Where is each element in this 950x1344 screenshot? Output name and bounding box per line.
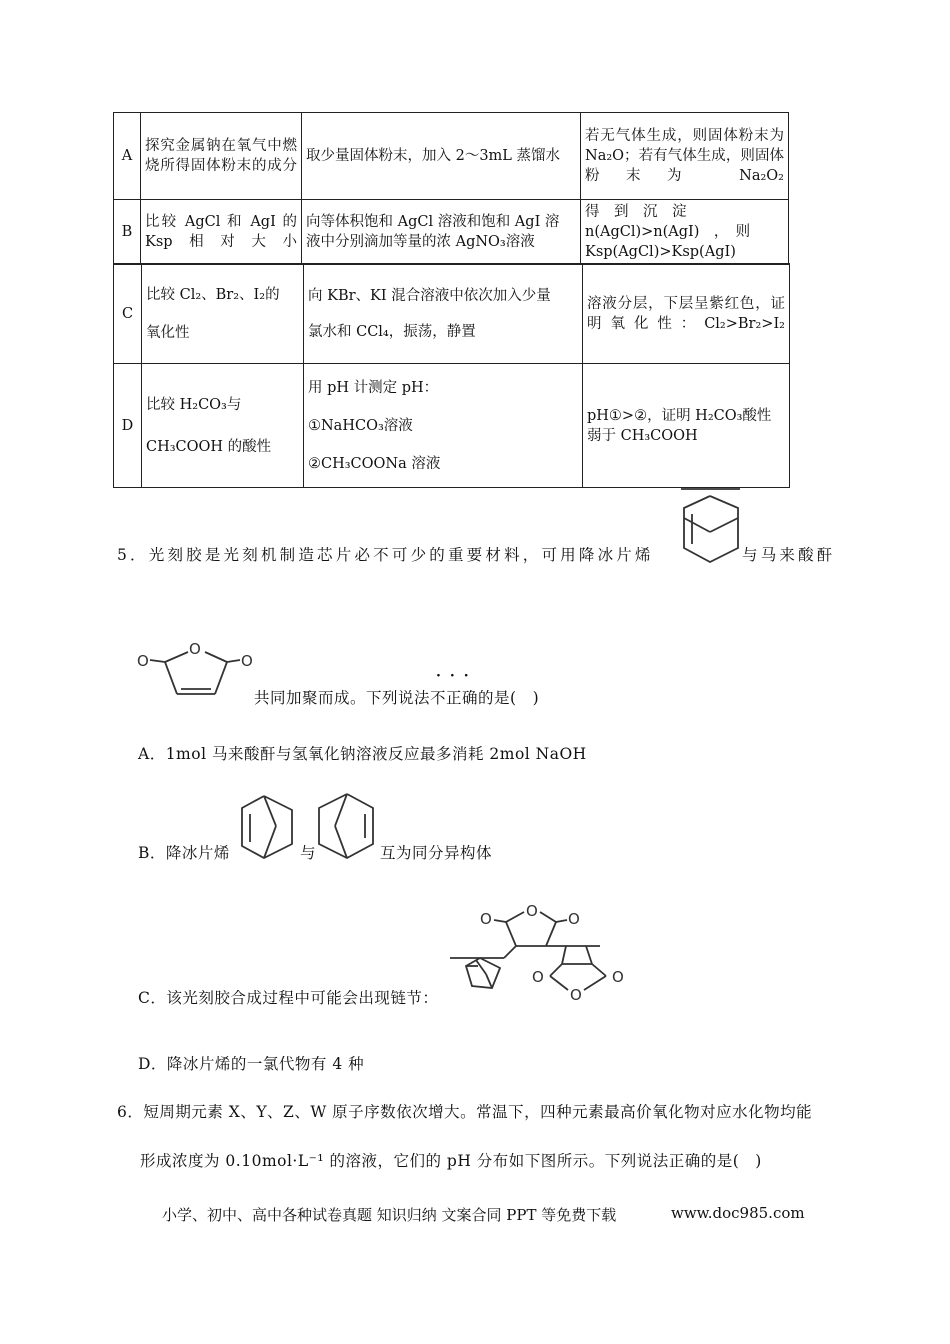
operation-cell <box>304 364 583 488</box>
purpose-line: 氧化性 <box>146 324 190 341</box>
q5-option-c: C．该光刻胶合成过程中可能会出现链节： <box>138 989 439 1007</box>
operation-line: 氯水和 CCl₄，振荡，静置 <box>308 323 476 340</box>
table-row-d <box>114 364 790 488</box>
purpose-cell <box>142 364 304 488</box>
atom-label: O <box>532 968 544 986</box>
atom-label: O <box>189 640 201 658</box>
row-label: A <box>114 113 141 200</box>
norbornene-structure <box>676 486 744 570</box>
atom-label: O <box>241 652 253 670</box>
atom-label: O <box>480 910 492 928</box>
atom-label: O <box>612 968 624 986</box>
q5-tail-b: 不正确 <box>430 689 479 707</box>
conclusion-line: n(AgCl)>n(AgI) ， 则 <box>585 224 751 240</box>
purpose-cell: 探究金属钠在氧气中燃烧所得固体粉末的成分 <box>141 113 302 200</box>
operation-line: ①NaHCO₃溶液 <box>308 417 413 434</box>
q5-option-b-label: B．降冰片烯 <box>138 844 230 862</box>
atom-label: O <box>568 910 580 928</box>
experiment-table-bottom <box>113 263 790 488</box>
q5-tail-c: 的是( ) <box>478 689 540 707</box>
operation-cell: 取少量固体粉末，加入 2～3mL 蒸馏水 <box>302 113 581 200</box>
q5-tail <box>254 668 540 708</box>
conclusion-cell: 溶液分层，下层呈紫红色，证明氧化性：Cl₂>Br₂>I₂ <box>583 264 790 364</box>
conclusion-cell <box>581 200 789 265</box>
table-row-c <box>114 264 790 364</box>
operation-line: 用 pH 计测定 pH： <box>308 379 439 396</box>
q5-tail-a: 共同加聚而成。下列说法 <box>254 689 431 707</box>
footer-text: 小学、初中、高中各种试卷真题 知识归纳 文案合同 PPT 等免费下载 <box>162 1206 617 1224</box>
row-label: C <box>114 264 142 364</box>
q5-option-a: A．1mol 马来酸酐与氢氧化钠溶液反应最多消耗 2mol NaOH <box>138 745 587 763</box>
purpose-line: CH₃COOH 的酸性 <box>146 438 272 455</box>
purpose-cell: 比较 AgCl 和 AgI 的 Ksp相对大小 <box>141 200 302 265</box>
purpose-line: 比较 H₂CO₃与 <box>146 396 242 413</box>
q5-option-d: D．降冰片烯的一氯代物有 4 种 <box>138 1055 365 1073</box>
norbornene-structure-right <box>313 790 379 864</box>
footer-url[interactable]: www.doc985.com <box>671 1204 805 1222</box>
polymer-chain-segment <box>446 900 632 1004</box>
conclusion-line: 得 到 沉 淀 <box>585 204 687 220</box>
q5-with-text: 与马来酸酐 <box>742 546 836 564</box>
conclusion-cell: pH①>②，证明 H₂CO₃酸性弱于 CH₃COOH <box>583 364 790 488</box>
q5-emphasis <box>430 668 479 708</box>
conclusion-cell: 若无气体生成，则固体粉末为 Na₂O；若有气体生成，则固体粉末为 Na₂O₂ <box>581 113 789 200</box>
q6-line-2: 形成浓度为 0.10mol·L⁻¹ 的溶液，它们的 pH 分布如下图所示。下列说法正确的是( ) <box>140 1152 762 1170</box>
row-label: B <box>114 200 141 265</box>
atom-label: O <box>137 652 149 670</box>
operation-line: 向等体积饱和 AgCl 溶液和饱和 AgI 溶 <box>306 214 560 230</box>
purpose-cell <box>142 264 304 364</box>
operation-line: 向 KBr、KI 混合溶液中依次加入少量 <box>308 287 551 304</box>
norbornene-structure-left <box>236 792 298 864</box>
experiment-table-top <box>113 112 789 265</box>
conclusion-line: Ksp(AgCl)>Ksp(AgI) <box>585 244 736 260</box>
atom-label: O <box>570 986 582 1004</box>
q5-option-b-tail: 互为同分异构体 <box>380 844 493 862</box>
operation-line: 液中分别滴加等量的浓 AgNO₃溶液 <box>306 234 535 250</box>
q5-option-b-with: 与 <box>300 844 317 862</box>
operation-cell <box>302 200 581 265</box>
table-row-a <box>114 113 789 200</box>
q5-intro: 5．光刻胶是光刻机制造芯片必不可少的重要材料，可用降冰片烯 <box>117 546 654 564</box>
row-label: D <box>114 364 142 488</box>
operation-cell <box>304 264 583 364</box>
emphasis-dots: ··· <box>436 668 478 684</box>
q6-line-1: 6．短周期元素 X、Y、Z、W 原子序数依次增大。常温下，四种元素最高价氧化物对应水化物均能 <box>117 1103 813 1121</box>
maleic-anhydride-structure <box>135 640 257 704</box>
table-row-b <box>114 200 789 265</box>
purpose-line: 比较 Cl₂、Br₂、I₂的 <box>146 286 280 303</box>
operation-line: ②CH₃COONa 溶液 <box>308 455 441 472</box>
atom-label: O <box>526 902 538 920</box>
